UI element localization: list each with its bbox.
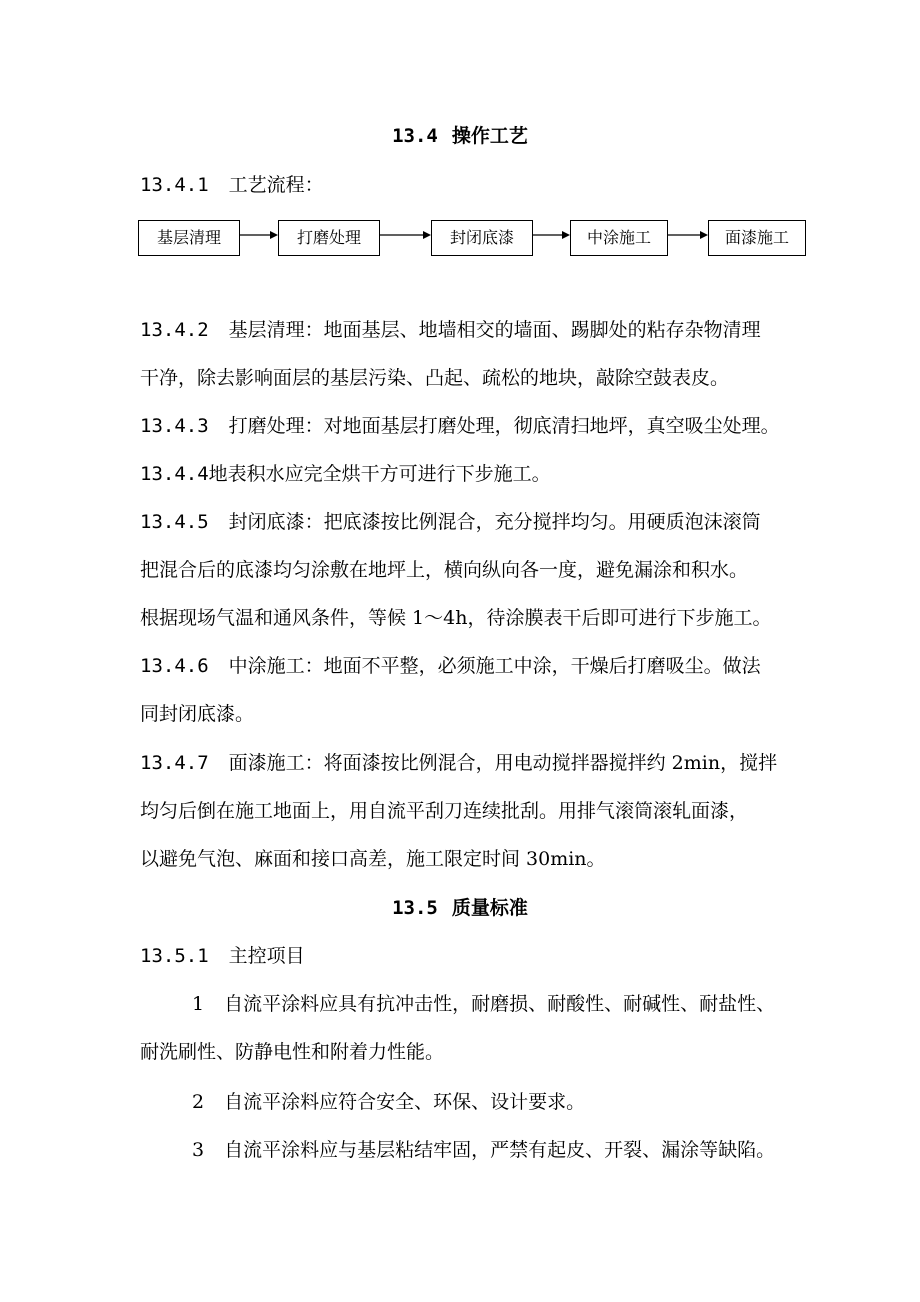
item-number: 13.4.1 (140, 174, 209, 196)
item-text: 中涂施工：地面不平整，必须施工中涂，干燥后打磨吸尘。做法 (228, 655, 761, 677)
item-text: 工艺流程： (228, 174, 324, 196)
item-13-4-1 (140, 172, 850, 198)
section-number: 13.4 (392, 125, 438, 147)
item-text: 封闭底漆：把底漆按比例混合，充分搅拌均匀。用硬质泡沫滚筒 (228, 511, 761, 533)
control-item-text: 自流平涂料应符合安全、环保、设计要求。 (224, 1091, 586, 1113)
flow-arrow-icon (380, 229, 431, 241)
item-text: 基层清理：地面基层、地墙相交的墙面、踢脚处的粘存杂物清理 (228, 319, 761, 341)
flow-step-5: 面漆施工 (708, 220, 806, 256)
flow-step-4: 中涂施工 (570, 220, 668, 256)
item-number: 13.4.4 (140, 463, 209, 485)
control-item-1 (192, 991, 852, 1017)
flow-arrow-icon (533, 229, 570, 241)
section-title: 操作工艺 (451, 125, 528, 147)
item-13-4-6-cont: 同封闭底漆。 (140, 703, 255, 725)
item-13-4-4 (140, 461, 850, 487)
item-13-4-2-cont: 干净，除去影响面层的基层污染、凸起、疏松的地块，敲除空鼓表皮。 (140, 367, 730, 389)
item-13-4-5 (140, 509, 850, 535)
flow-step-2: 打磨处理 (278, 220, 380, 256)
flow-step-3: 封闭底漆 (431, 220, 533, 256)
item-13-4-5-cont: 把混合后的底漆均匀涂敷在地坪上，横向纵向各一度，避免漏涂和积水。 (140, 559, 749, 581)
item-number: 13.4.2 (140, 319, 209, 341)
control-item-text: 自流平涂料应具有抗冲击性，耐磨损、耐酸性、耐碱性、耐盐性、 (224, 993, 776, 1015)
item-text: 地表积水应完全烘干方可进行下步施工。 (208, 463, 551, 485)
flow-arrow-icon (240, 229, 278, 241)
control-item-1-cont: 耐洗刷性、防静电性和附着力性能。 (140, 1041, 445, 1063)
control-item-number: 3 (192, 1139, 205, 1161)
section-heading-13-5 (0, 895, 920, 921)
flow-arrow-icon (668, 229, 708, 241)
control-item-text: 自流平涂料应与基层粘结牢固，严禁有起皮、开裂、漏涂等缺陷。 (224, 1139, 776, 1161)
item-text: 打磨处理：对地面基层打磨处理，彻底清扫地坪，真空吸尘处理。 (228, 415, 780, 437)
item-13-4-5-cont: 根据现场气温和通风条件，等候 1～4h，待涂膜表干后即可进行下步施工。 (140, 607, 772, 629)
item-text: 面漆施工：将面漆按比例混合，用电动搅拌器搅拌约 2min，搅拌 (228, 752, 778, 774)
control-item-number: 2 (192, 1091, 205, 1113)
item-13-4-6 (140, 653, 850, 679)
control-item-2 (192, 1089, 852, 1115)
item-13-4-7 (140, 750, 850, 776)
item-13-4-2 (140, 317, 850, 343)
section-heading-13-4 (0, 123, 920, 149)
item-13-4-7-cont: 均匀后倒在施工地面上，用自流平刮刀连续批刮。用排气滚筒滚轧面漆， (140, 800, 749, 822)
item-number: 13.4.3 (140, 415, 209, 437)
item-text: 主控项目 (228, 945, 305, 967)
item-number: 13.4.5 (140, 511, 209, 533)
flow-step-1: 基层清理 (138, 220, 240, 256)
item-number: 13.5.1 (140, 945, 209, 967)
control-item-3 (192, 1137, 852, 1163)
item-13-4-3 (140, 413, 850, 439)
section-number: 13.5 (392, 897, 438, 919)
item-13-4-7-cont: 以避免气泡、麻面和接口高差，施工限定时间 30min。 (140, 848, 606, 870)
item-13-5-1 (140, 943, 850, 969)
control-item-number: 1 (192, 993, 205, 1015)
section-title: 质量标准 (451, 897, 528, 919)
item-number: 13.4.7 (140, 752, 209, 774)
item-number: 13.4.6 (140, 655, 209, 677)
